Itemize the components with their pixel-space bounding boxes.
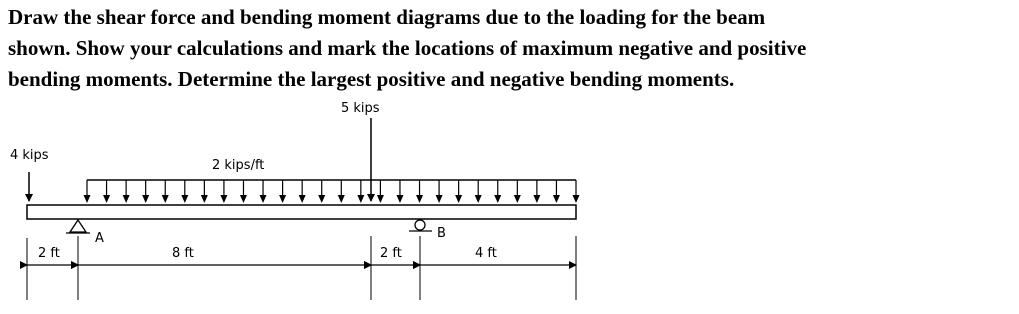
udl-arrowhead bbox=[533, 195, 540, 203]
pin-support-a bbox=[66, 220, 90, 233]
dimension-label-1: 2 ft bbox=[38, 246, 60, 261]
udl-arrowhead bbox=[573, 195, 580, 203]
udl-arrowhead bbox=[220, 195, 227, 203]
udl-arrowhead bbox=[103, 195, 110, 203]
support-b-label: B bbox=[437, 226, 446, 241]
udl-arrowhead bbox=[416, 195, 423, 203]
problem-line-2: shown. Show your calculations and mark the locations of maximum negative and positive bbox=[8, 36, 807, 60]
udl-arrowhead bbox=[84, 195, 91, 203]
problem-line-3: bending moments. Determine the largest positive and negative bending moments. bbox=[8, 67, 735, 91]
udl-arrowhead bbox=[260, 195, 267, 203]
support-a-label: A bbox=[95, 231, 104, 246]
problem-line-1: Draw the shear force and bending moment diagrams due to the loading for the beam bbox=[8, 5, 766, 29]
udl-arrowhead bbox=[396, 195, 403, 203]
udl-arrowhead bbox=[377, 195, 384, 203]
udl-arrowhead bbox=[162, 195, 169, 203]
udl-arrowhead bbox=[299, 195, 306, 203]
dimension-label-4: 4 ft bbox=[475, 246, 497, 261]
udl-arrowhead bbox=[436, 195, 443, 203]
udl-arrowhead bbox=[553, 195, 560, 203]
dimension-label-3: 2 ft bbox=[380, 246, 402, 261]
udl-arrowhead bbox=[455, 195, 462, 203]
udl-arrowhead bbox=[514, 195, 521, 203]
udl-arrowhead bbox=[142, 195, 149, 203]
udl-arrowhead bbox=[494, 195, 501, 203]
udl-arrowhead bbox=[318, 195, 325, 203]
roller-support-b bbox=[409, 220, 432, 231]
udl-arrowhead bbox=[338, 195, 345, 203]
udl-arrowhead bbox=[357, 195, 364, 203]
beam bbox=[27, 205, 576, 219]
point-load-left-label: 4 kips bbox=[10, 148, 49, 163]
udl-arrowhead bbox=[240, 195, 247, 203]
dimension-label-2: 8 ft bbox=[172, 246, 194, 261]
point-load-mid-label: 5 kips bbox=[341, 101, 380, 116]
udl-arrowhead bbox=[181, 195, 188, 203]
udl-arrowhead bbox=[201, 195, 208, 203]
distributed-load-label: 2 kips/ft bbox=[212, 158, 265, 173]
udl-arrowhead bbox=[279, 195, 286, 203]
udl-arrowhead bbox=[475, 195, 482, 203]
udl-arrowhead bbox=[123, 195, 130, 203]
distributed-load bbox=[84, 180, 580, 203]
